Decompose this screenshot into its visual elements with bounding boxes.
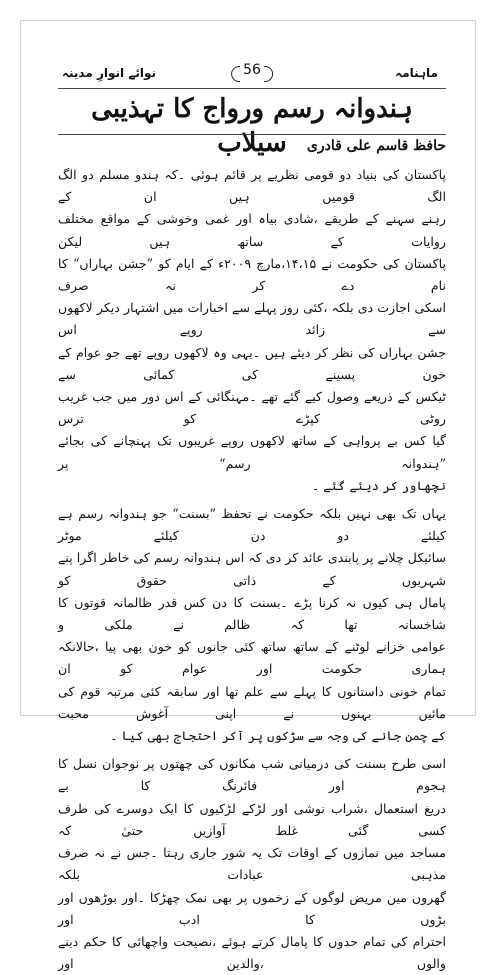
text-line: اسی طرح بسنت کی درمیانی شب مکانوں کی چھتوں پر نوجوان نسل کا ہجوم اور فائرنگ کا بے (58, 756, 446, 794)
page-number: 56 (235, 62, 269, 78)
text-line: پاکستان کی حکومت نے ۱۴،۱۵،مارچ ۲۰۰۹ء کے ایام کو ”جشن بہاراں“ کا نام دے کر نہ صرف (58, 255, 446, 294)
text-line: رہنے سہنے کے طریقے ،شادی بیاہ اور غمی وخوشی کے مواقع مختلف روایات کے ساتھ ہیں لیکن (58, 211, 446, 249)
article-author: حافظ قاسم علی قادری (306, 138, 446, 154)
title-divider (58, 134, 446, 135)
paragraph (58, 503, 446, 747)
text-line: اسکی اجازت دی بلکہ ،کئی روز پہلے سے اخبارات میں اشتہار دیکر لاکھوں سے زائد روپے اس (58, 300, 446, 338)
text-line: عوامی خزانے لوٹنے کے ساتھ ساتھ کئی جانوں کو خون بھی پیا ،حالانکہ ہماری حکومت اور عوام کو ان (58, 639, 446, 677)
text-line: سائیکل چلانے پر پابندی عائد کر دی کہ اس ہندوانہ رسم کی خاطر اگرا پنے شہریوں کے ذاتی حقوق کو (58, 550, 446, 588)
article-body (58, 164, 446, 975)
text-line: دریغ استعمال ،شراب نوشی اور لڑکے لڑکیوں کا ایک دوسرے کی طرف کسی گئی غلط آوازیں حتیٰ کہ (58, 800, 446, 838)
text-line: گھروں میں مریض لوگوں کے زخموں پر بھی نمک چھڑکا ۔اور بوڑھوں اور بڑوں کا ادب اور (58, 889, 446, 927)
text-line: کے چمن جانے کی وجہ سے سڑکوں پر آکر احتجاج بھی کیا ۔ (110, 728, 446, 744)
text-line: پاکستان کی بنیاد دو قومی نظریے پر قائم ہوئی ۔کہ ہندو مسلم دو الگ الگ قومیں ہیں ان کے (58, 167, 446, 205)
publication-name: نوائے انوارِ مدینہ (62, 66, 156, 80)
text-line: یہاں تک بھی نہیں بلکہ حکومت نے تحفظ ”بسنت“ جو ہندوانہ رسم ہے کیلئے دو دن کیلئے موٹر (58, 506, 446, 544)
text-line: احترام کی تمام حدوں کا پامال کرتے ہوئے ،نصیحت واچھائی کا حکم دینے والوں ،والدین اور (58, 933, 446, 972)
text-line: پامال ہی کیوں نہ کرنا پڑے ۔بسنت کا دن کس قدر ظالمانہ قوتوں کا شاخسانہ تھا کہ ظالم نے ملکی و (58, 594, 446, 633)
text-line: نچھاور کر دیئے گئے ۔ (311, 477, 446, 493)
article-title: ہندوانہ رسم ورواج کا تہذیبی سیلاب (91, 94, 413, 158)
text-line: مساجد میں نمازوں کے اوقات تک یہ شور جاری رہتا ۔جس نے نہ صرف مذہبی عبادات بلکہ (58, 845, 446, 883)
magazine-label: ماہنامہ (395, 66, 438, 80)
paragraph (58, 164, 446, 497)
paragraph (58, 753, 446, 975)
page-header (58, 62, 446, 86)
text-line: گیا کس بے پرواہی کے ساتھ لاکھوں روپے غریبوں تک پہنچانے کی بجائے ”ہندوانہ رسم“ پر (58, 433, 446, 471)
text-line: ٹیکس کے ذریعے وصول کیے گئے تھے ۔مہنگائی کے اس دور میں جب غریب روٹی کپڑے کو ترس (58, 389, 446, 427)
header-divider (58, 88, 446, 89)
text-line: تمام خونی داستانوں کا پہلے سے علم تھا اور سابقہ کئی مرتبہ قوم کی مائیں بہنوں نے اپنی آغوش محبت (58, 683, 446, 721)
text-line: جشن بہاراں کی نظر کر دیئے ہیں ۔یہی وہ لاکھوں روپے تھے جو عوام کے خون پسینے کی کمائی سے (58, 344, 446, 382)
